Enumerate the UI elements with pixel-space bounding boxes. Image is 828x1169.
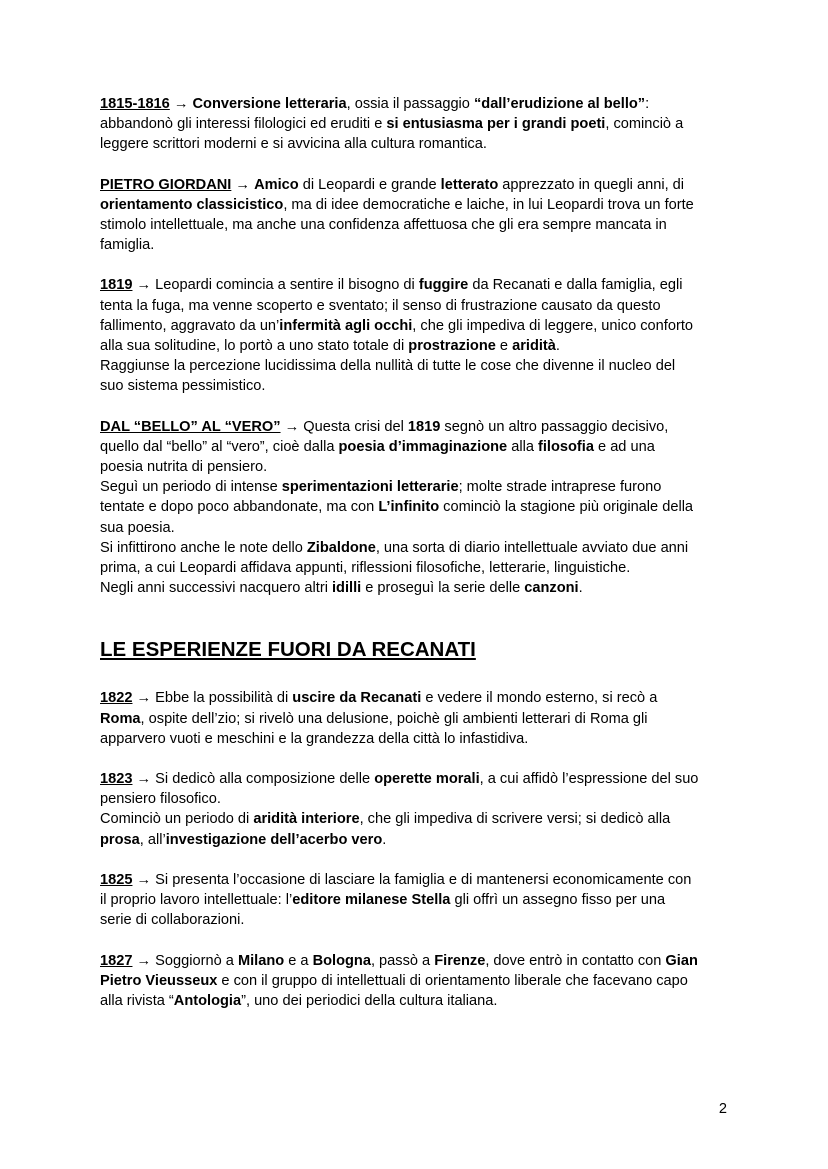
text-run: di Leopardi e grande: [298, 176, 441, 193]
bold-text: orientamento classicistico: [100, 196, 284, 213]
paragraph: [100, 275, 732, 396]
text-run: , dove entrò in contatto con: [485, 952, 666, 969]
text-line: [100, 235, 732, 255]
paragraph: [100, 951, 732, 1012]
text-run: ; molte strade intraprese furono: [458, 479, 662, 496]
text-line: [100, 910, 732, 930]
text-line: [100, 94, 732, 114]
bold-text: →: [169, 96, 193, 112]
bold-text: letterato: [440, 176, 499, 193]
text-line: [100, 809, 732, 829]
text-run: segnò un altro passaggio decisivo,: [440, 418, 669, 435]
bold-text: operette morali: [374, 771, 480, 788]
text-line: [100, 336, 732, 356]
text-run: → Leopardi comincia a sentire il bisogno di: [132, 277, 419, 294]
bold-text: Firenze: [434, 952, 486, 969]
bold-text: investigazione dell’acerbo vero: [165, 831, 383, 848]
text-line: [100, 769, 732, 789]
text-run: , che gli impediva di scrivere versi; si dedicò alla: [359, 811, 671, 828]
text-run: :: [645, 96, 650, 112]
text-run: da Recanati e dalla famiglia, egli: [468, 277, 683, 294]
text-line: [100, 114, 732, 134]
text-run: e con il gruppo di intellettuali di orientamento liberale che facevano capo: [217, 972, 688, 989]
text-line: [100, 951, 732, 971]
text-run: gli offrì un assegno fisso per una: [450, 892, 666, 909]
text-line: [100, 971, 732, 991]
text-line: [100, 437, 732, 457]
paragraph: [100, 417, 732, 599]
text-line: [100, 215, 732, 235]
text-run: il proprio lavoro intellettuale: l’: [100, 892, 293, 909]
paragraph: [100, 688, 732, 749]
text-line: [100, 890, 732, 910]
text-line: [100, 558, 732, 578]
text-line: [100, 356, 732, 376]
text-line: [100, 275, 732, 295]
text-run: e vedere il mondo esterno, si recò a: [421, 690, 658, 707]
text-line: [100, 729, 732, 749]
text-line: [100, 518, 732, 538]
text-run: Negli anni successivi nacquero altri: [100, 580, 332, 597]
bold-text: filosofia: [538, 438, 594, 455]
text-run: tentate e dopo poco abbandonate, ma con: [100, 499, 379, 516]
text-run: , a cui affidò l’espressione del suo: [479, 771, 699, 788]
bold-text: idilli: [332, 580, 362, 597]
text-run: , che gli impediva di leggere, unico conforto: [412, 317, 693, 334]
text-run: e proseguì la serie delle: [361, 580, 525, 597]
text-line: [100, 316, 732, 336]
entry-heading: DAL “BELLO” AL “VERO”: [100, 418, 281, 435]
text-run: quello dal “bello” al “vero”, cioè dalla: [100, 438, 339, 455]
text-line: [100, 175, 732, 195]
text-line: [100, 578, 732, 598]
text-run: apprezzato in quegli anni, di: [498, 176, 685, 193]
text-run: famiglia.: [100, 237, 155, 254]
text-line: [100, 376, 732, 396]
bold-text: Bologna: [312, 952, 371, 969]
text-run: .: [382, 831, 387, 848]
paragraph: [100, 870, 732, 931]
text-run: alla: [507, 438, 539, 455]
text-line: [100, 195, 732, 215]
text-run: alla rivista “: [100, 992, 174, 1009]
text-run: → Questa crisi del: [280, 418, 408, 435]
bold-text: Amico: [254, 176, 299, 193]
text-run: e ad una: [593, 438, 655, 455]
text-run: e a: [284, 952, 313, 969]
text-run: abbandonò gli interessi filologici ed eruditi e: [100, 116, 387, 133]
text-line: [100, 688, 732, 708]
paragraph: [100, 769, 732, 850]
bold-text: prostrazione: [408, 338, 496, 355]
paragraph: [100, 175, 732, 256]
text-line: [100, 789, 732, 809]
text-line: [100, 870, 732, 890]
text-run: → Si dedicò alla composizione delle: [132, 771, 375, 788]
text-run: Raggiunse la percezione lucidissima della nullità di tutte le cose che divenne il nucleo del: [100, 358, 676, 375]
text-run: Cominciò un periodo di: [100, 811, 254, 828]
text-run: → Ebbe la possibilità di: [132, 690, 293, 707]
entry-heading: 1815-1816: [100, 96, 170, 112]
text-run: sua poesia.: [100, 519, 175, 536]
text-line: [100, 991, 732, 1011]
entry-heading: 1823: [100, 771, 133, 788]
text-run: e: [495, 338, 513, 355]
bold-text: Pietro Vieusseux: [100, 972, 218, 989]
text-run: , all’: [139, 831, 166, 848]
bold-text: aridità interiore: [253, 811, 360, 828]
bold-text: uscire da Recanati: [292, 690, 422, 707]
bold-text: infermità agli occhi: [279, 317, 413, 334]
text-run: →: [231, 176, 255, 193]
text-line: [100, 497, 732, 517]
paragraph: [100, 94, 732, 155]
text-run: alla sua solitudine, lo portò a uno stato totale di: [100, 338, 409, 355]
page-number: 2: [718, 1101, 727, 1117]
bold-text: prosa: [100, 831, 140, 848]
text-run: cominciò la stagione più originale della: [439, 499, 694, 516]
entry-heading: PIETRO GIORDANI: [100, 176, 232, 193]
text-run: .: [555, 338, 560, 355]
bold-text: Conversione letteraria: [192, 96, 347, 112]
text-run: , passò a: [370, 952, 435, 969]
text-run: poesia nutrita di pensiero.: [100, 459, 268, 476]
text-run: leggere scrittori moderni e si avvicina alla cultura romantica.: [100, 136, 487, 153]
entry-heading: 1825: [100, 871, 133, 888]
bold-text: Antologia: [173, 992, 242, 1009]
bold-text: aridità: [512, 338, 556, 355]
text-run: .: [578, 580, 583, 597]
bold-text: Zibaldone: [306, 539, 376, 556]
bold-text: “dall’erudizione al bello”: [473, 96, 646, 112]
text-run: , ma di idee democratiche e laiche, in lui Leopardi trova un forte: [283, 196, 694, 213]
bold-text: poesia d’immaginazione: [338, 438, 508, 455]
notes-section-early-years: [100, 94, 732, 598]
bold-text: Roma: [100, 710, 141, 727]
text-run: Si infittirono anche le note dello: [100, 539, 307, 556]
entry-heading: 1827: [100, 952, 133, 969]
bold-text: sperimentazioni letterarie: [281, 479, 459, 496]
bold-text: si entusiasma per i grandi poeti: [386, 116, 606, 133]
text-line: [100, 134, 732, 154]
text-run: , cominciò a: [605, 116, 684, 133]
entry-heading: 1822: [100, 690, 133, 707]
text-run: pensiero filosofico.: [100, 791, 221, 808]
bold-text: L’infinito: [378, 499, 440, 516]
text-line: [100, 477, 732, 497]
bold-text: editore milanese Stella: [292, 892, 451, 909]
text-run: apparvero vuoti e meschini e la grandezza della città lo infastidiva.: [100, 730, 529, 747]
bold-text: 1819: [407, 418, 441, 435]
text-line: [100, 538, 732, 558]
bold-text: fuggire: [418, 277, 469, 294]
text-line: [100, 457, 732, 477]
text-line: [100, 830, 732, 850]
bold-text: Gian: [665, 952, 698, 969]
entry-heading: 1819: [100, 277, 133, 294]
text-run: stimolo intellettuale, ma anche una confidenza affettuosa che gli era sempre mancata in: [100, 217, 667, 234]
text-run: , ossia il passaggio: [346, 96, 474, 112]
notes-section-outside-recanati: [100, 688, 732, 1011]
bold-text: canzoni: [524, 580, 579, 597]
text-line: [100, 417, 732, 437]
text-run: → Si presenta l’occasione di lasciare la famiglia e di mantenersi economicamente con: [132, 871, 692, 888]
text-run: tenta la fuga, ma venne scoperto e sventato; il senso di frustrazione causato da questo: [100, 297, 661, 314]
text-run: , una sorta di diario intellettuale avviato due anni: [375, 539, 689, 556]
text-run: , ospite dell’zio; si rivelò una delusione, poichè gli ambienti letterari di Roma gli: [140, 710, 648, 727]
text-line: [100, 709, 732, 729]
text-run: fallimento, aggravato da un’: [100, 317, 280, 334]
text-run: suo sistema pessimistico.: [100, 378, 266, 395]
text-run: Seguì un periodo di intense: [100, 479, 282, 496]
text-run: → Soggiornò a: [132, 952, 238, 969]
text-run: prima, a cui Leopardi affidava appunti, riflessioni filosofiche, letterarie, linguistiche.: [100, 560, 631, 577]
section-heading: LE ESPERIENZE FUORI DA RECANATI: [100, 638, 476, 662]
text-run: ”, uno dei periodici della cultura italiana.: [241, 992, 498, 1009]
bold-text: Milano: [237, 952, 285, 969]
text-run: serie di collaborazioni.: [100, 912, 245, 929]
text-line: [100, 296, 732, 316]
